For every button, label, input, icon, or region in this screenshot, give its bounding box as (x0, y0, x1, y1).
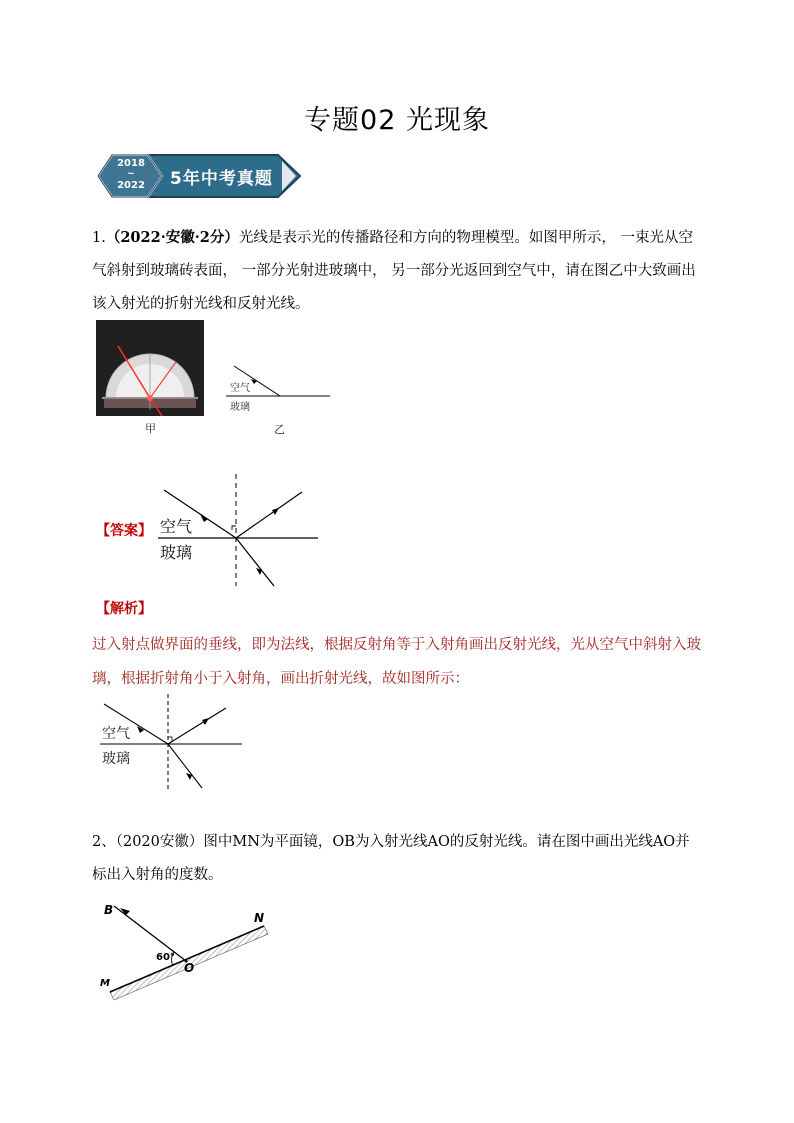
banner-label: 5年中考真题 (170, 169, 273, 189)
analysis-reflected-arrow-icon (202, 718, 209, 725)
analysis-air-label: 空气 (102, 726, 130, 742)
angle-60-label: 60° (156, 952, 175, 963)
label-b: B (104, 903, 114, 917)
protractor-photo-illustration (96, 320, 204, 416)
analysis-figure (96, 692, 246, 792)
answer-figure (152, 470, 322, 590)
question-2 (92, 826, 704, 892)
fig-yi-glass-label: 玻璃 (230, 402, 250, 413)
question-2-figure (96, 900, 276, 1010)
question-1 (92, 221, 704, 321)
q1-text: 光线是表示光的传播路径和方向的物理模型。如图甲所示， 一束光从空气斜射到玻璃砖表面， 一部分光射进玻璃中， 另一部分光返回到空气中，请在图乙中大致画出该入射光的折射光线和反射光线。 (92, 230, 696, 312)
answer-reflected-ray (236, 492, 302, 538)
q1-number: 1. (92, 230, 106, 246)
analysis-text: 过入射点做界面的垂线，即为法线，根据反射角等于入射角画出反射光线，光从空气中斜射入玻璃，根据折射角小于入射角，画出折射光线，故如图所示： (92, 637, 701, 687)
analysis-glass-label: 玻璃 (102, 751, 130, 767)
q2-text: 图中MN为平面镜，OB为入射光线AO的反射光线。请在图中画出光线AO并标出入射角的度数。 (92, 834, 690, 883)
analysis-refracted-ray (168, 744, 202, 788)
analysis-reflected-ray (168, 708, 226, 744)
figure-jia-photo (96, 320, 204, 416)
answer-label: 【答案】 (96, 523, 152, 539)
q2-number: 2、 (92, 834, 116, 850)
fig-jia-caption: 甲 (145, 422, 156, 435)
analysis-label: 【解析】 (96, 601, 152, 617)
figure-yi (222, 360, 334, 420)
label-o: O (184, 961, 195, 975)
label-m: M (100, 978, 110, 989)
reflected-ray-ob (114, 906, 186, 961)
fig-yi-arrow-icon (251, 379, 257, 384)
answer-glass-label: 玻璃 (160, 543, 193, 562)
q1-source: （2022·安徽·2分） (105, 229, 239, 246)
label-n: N (254, 911, 265, 925)
answer-air-label: 空气 (160, 517, 193, 536)
fig-yi-caption: 乙 (274, 423, 285, 436)
mirror-mn (110, 926, 264, 992)
section-banner (96, 151, 302, 201)
badge-year-bottom: 2022 (117, 180, 145, 191)
answer-reflected-arrow-icon (272, 508, 279, 515)
badge-year-dash: ~ (127, 169, 135, 179)
badge-year-top: 2018 (117, 158, 145, 169)
q2-source: （2020安徽） (115, 834, 204, 850)
fig-yi-air-label: 空气 (230, 383, 250, 394)
page-title: 专题02 光现象 (304, 105, 490, 136)
answer-refracted-ray (236, 538, 274, 586)
